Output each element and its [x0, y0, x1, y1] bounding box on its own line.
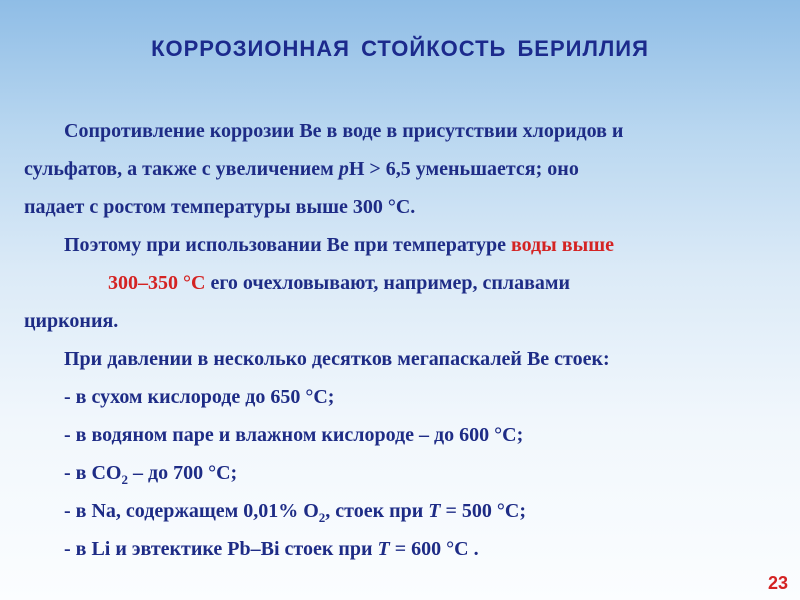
para2-line1: Поэтому при использовании Be при температуре воды выше — [64, 234, 614, 256]
slide-title: КОРРОЗИОННАЯ СТОЙКОСТЬ БЕРИЛЛИЯ — [151, 36, 649, 61]
highlight-text: 300–350 °С — [108, 272, 206, 294]
page-number: 23 — [767, 573, 788, 593]
highlight-text: воды выше — [510, 234, 614, 256]
list-item-steam: - в водяном паре и влажном кислороде – до 600 °С; — [64, 424, 524, 446]
para2-line2: 300–350 °С его очехловывают, например, сплавами — [108, 272, 571, 294]
para1-line1: Сопротивление коррозии Be в воде в присутствии хлоридов и — [64, 120, 624, 142]
slide-body — [24, 112, 764, 568]
list-item-oxygen: - в сухом кислороде до 650 °С; — [64, 386, 335, 408]
para2-line3: циркония. — [24, 310, 119, 332]
list-item-co2: - в $CO_2$ – до 700 °С; — [64, 462, 238, 487]
para3-intro: При давлении в несколько десятков мегапаскалей Be стоек: — [64, 348, 610, 370]
para1-line2: сульфатов, а также с увеличением pH > 6,5 уменьшается; оно — [24, 158, 579, 180]
list-item-sodium: - в Na, содержащем 0,01% $O_2$, стоек при T = 500 °С; — [64, 500, 526, 525]
list-item-lithium: - в Li и эвтектике Pb–Bi стоек при T = 600 °С . — [64, 538, 479, 560]
para1-line3: падает с ростом температуры выше 300 °С. — [24, 196, 416, 218]
